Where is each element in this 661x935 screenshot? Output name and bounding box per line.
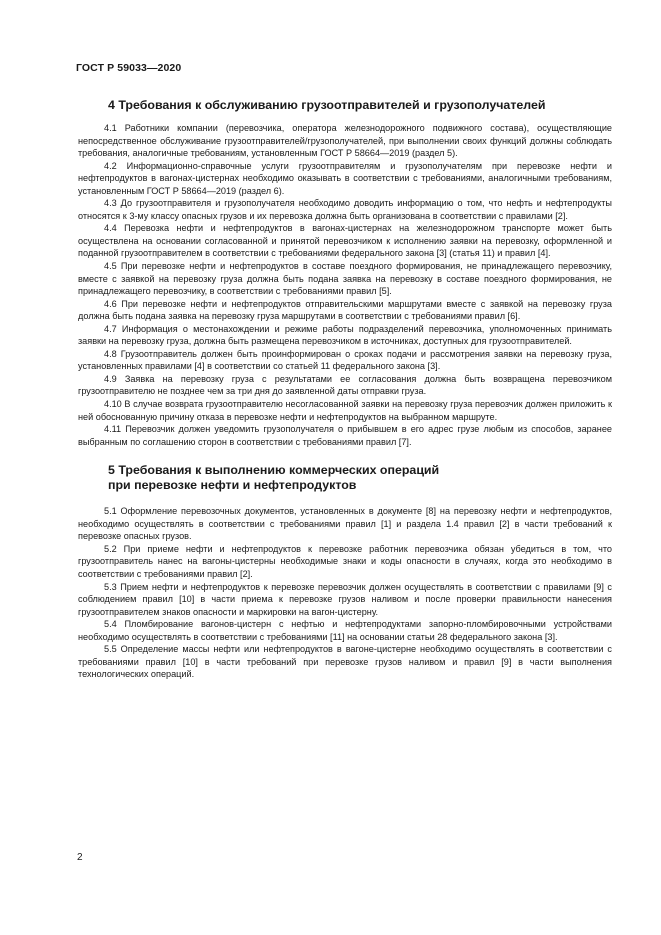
document-code-header: ГОСТ Р 59033—2020 <box>76 62 182 74</box>
paragraph-4-2: 4.2 Информационно-справочные услуги грузоотправителям и грузополучателям при перевозке нефти и нефтепродуктов в вагонах-цистернах необходимо оказывать в соответствии с требованиями, аналогичными требованиям, установленным ГОСТ Р 58664—2019 (раздел 6). <box>78 160 612 196</box>
page-number: 2 <box>77 852 83 863</box>
section-5-title-line-1: 5 Требования к выполнению коммерческих операций <box>108 463 440 478</box>
paragraph-4-5: 4.5 При перевозке нефти и нефтепродуктов в составе поездного формирования, не принадлежащего перевозчику, вместе с заявкой на перевозку груза должна быть подана заявка на перевозку в составе поездного формирования, не принадлежащего перевозчику, в соответствии с требованиями правил [5]. <box>78 261 612 297</box>
paragraph-5-4: 5.4 Пломбирование вагонов-цистерн с нефтью и нефтепродуктами запорно-пломбировочными устройствами необходимо осуществлять в соответствии с требованиями [11] на основании статьи 28 федерального закона [3]. <box>78 619 612 642</box>
paragraph-4-7: 4.7 Информация о местонахождении и режиме работы подразделений перевозчика, уполномоченных принимать заявки на перевозку груза, должна быть размещена перевозчиком в источниках, доступных для грузоотправителей. <box>78 323 612 347</box>
document-body <box>78 98 612 681</box>
paragraph-4-11: 4.11 Перевозчик должен уведомить грузополучателя о прибывшем в его адрес грузе любым из способов, заранее выбранным по соглашению сторон в соответствии с требованиями правил [7]. <box>78 424 612 447</box>
paragraph-5-3: 5.3 Прием нефти и нефтепродуктов к перевозке перевозчик должен осуществлять в соответствии с правилами [9] с соблюдением правил [10] в части приема к перевозке грузов наливом и после проверки правильности нанесения грузоотправителем знаков опасности и маркировки на вагон-цистерну. <box>78 581 612 617</box>
paragraph-4-6: 4.6 При перевозке нефти и нефтепродуктов отправительскими маршрутами вместе с заявкой на перевозку груза должна быть подана заявка на перевозку груза маршрутами в соответствии с требованиями правил [6]. <box>78 298 612 322</box>
paragraph-4-3: 4.3 До грузоотправителя и грузополучателя необходимо доводить информацию о том, что нефть и нефтепродукты относятся к 3-му классу опасных грузов и их перевозка должна быть организована в соответствии с правилами [2]. <box>78 198 612 221</box>
section-5-title-line-2: при перевозке нефти и нефтепродуктов <box>108 478 357 493</box>
section-4 <box>78 98 612 448</box>
paragraph-4-9: 4.9 Заявка на перевозку груза с результатами ее согласования должна быть возвращена перевозчиком грузоотправителю не позднее чем за три дня до заявленной даты отправки груза. <box>78 373 612 397</box>
paragraph-4-4: 4.4 Перевозка нефти и нефтепродуктов в вагонах-цистернах на железнодорожном транспорте может быть осуществлена на основании согласованной и принятой перевозчиком к исполнению заявки на перевозку, оформленной и поданной грузоотправителем в соответствии с требованиями федерального закона [3] (статья 11) и правил [4]. <box>78 223 612 259</box>
paragraph-5-2: 5.2 При приеме нефти и нефтепродуктов к перевозке работник перевозчика обязан убедиться в том, что грузоотправитель нанес на вагоны-цистерны необходимые знаки и коды опасности в случаях, когда это необходимо в соответствии с требованиями правил [2]. <box>78 543 612 579</box>
paragraph-5-1: 5.1 Оформление перевозочных документов, установленных в документе [8] на перевозку нефти и нефтепродуктов, необходимо осуществлять в соответствии с требованиями правил [1] и раздела 1.4 правил [2] в части требований к перевозке опасных грузов. <box>78 506 612 542</box>
section-5-title <box>78 463 612 493</box>
paragraph-4-1: 4.1 Работники компании (перевозчика, оператора железнодорожного подвижного состава), осуществляющие непосредственное обслуживание грузоотправителей/грузополучателей, при выполнении своих функций должны соблюдать требования, аналогичные требованиям, установленным ГОСТ Р 58664—2019 (раздел 5). <box>78 123 612 159</box>
section-5 <box>78 463 612 681</box>
paragraph-4-10: 4.10 В случае возврата грузоотправителю несогласованной заявки на перевозку груза перевозчик должен приложить к ней обоснованную причину отказа в перевозке нефти и нефтепродуктов на выбранном маршруте. <box>78 399 612 422</box>
section-4-title: 4 Требования к обслуживанию грузоотправителей и грузополучателей <box>108 98 546 112</box>
paragraph-5-5: 5.5 Определение массы нефти или нефтепродуктов в вагоне-цистерне необходимо осуществлять в соответствии с требованиями правил [10] в части требований при перевозке грузов наливом и правил [9] в части выполнения технологических операций. <box>78 644 612 680</box>
paragraph-4-8: 4.8 Грузоотправитель должен быть проинформирован о сроках подачи и рассмотрения заявки на перевозку груза, установленных правилами [4] в соответствии со статьей 11 федерального закона [3]. <box>78 348 612 372</box>
